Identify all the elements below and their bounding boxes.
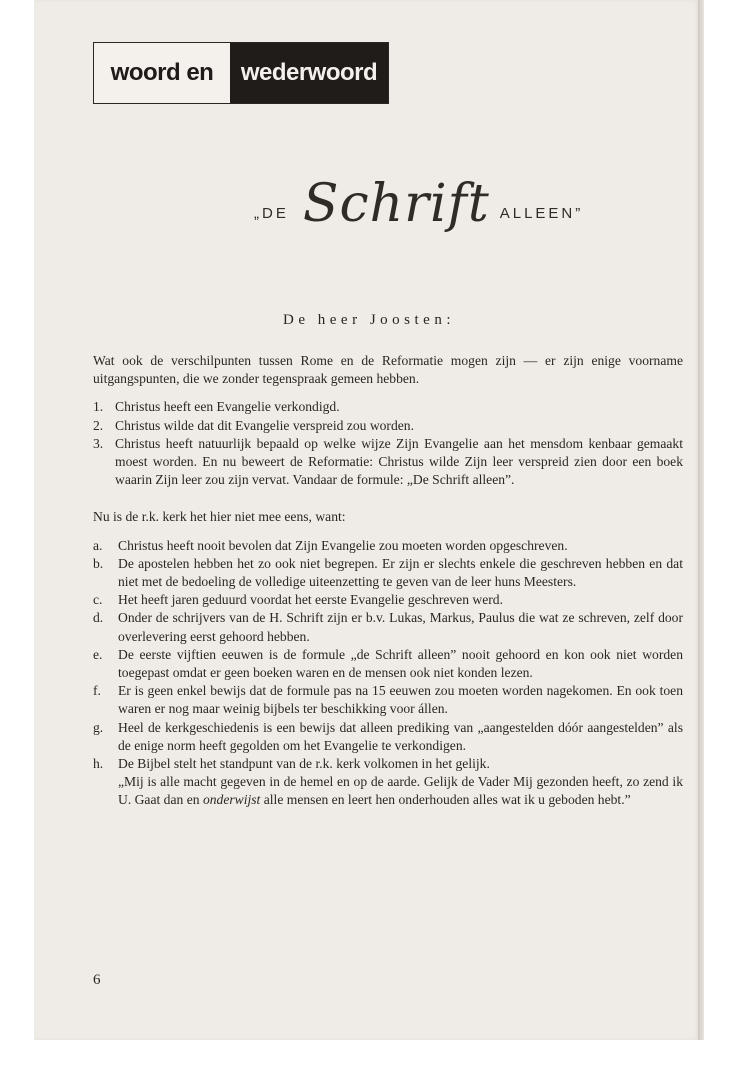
list-item — [93, 682, 683, 718]
bible-quote: „Mij is alle macht gegeven in de hemel en op de aarde. Gelijk de Vader Mij gezonden heeft, zo zend ik U. Gaat dan en — [118, 774, 683, 808]
list-item — [93, 591, 683, 609]
list-item — [93, 398, 683, 416]
item-text-line: De Bijbel stelt het standpunt van de r.k. kerk volkomen in het gelijk. — [118, 756, 490, 772]
item-letter: e. — [93, 646, 103, 662]
item-text: Christus heeft natuurlijk bepaald op welke wijze Zijn Evangelie aan het mensdom kenbaar gemaakt moest worden. En nu beweert de Reformatie: Christus wilde Zijn leer verspreid zien door een boek waarin Zijn leer zou zijn vervat. Vandaar de formule: „De Schrift alleen”. — [115, 435, 683, 488]
item-text: Onder de schrijvers van de H. Schrift zijn er b.v. Lukas, Markus, Paulus die wat ze schreven, zelf door overlevering eerst gehoord hebben. — [118, 610, 683, 644]
masthead — [93, 42, 389, 104]
item-letter: d. — [93, 610, 104, 626]
list-item — [93, 417, 683, 435]
item-text: De apostelen hebben het zo ook niet begrepen. Er zijn er slechts enkele die geschreven hebben en dat niet met de bedoeling de volledige uiteenzetting te geven van de leer huns Meesters. — [118, 555, 683, 590]
item-letter: f. — [93, 683, 101, 699]
article-title — [254, 166, 584, 236]
list-item — [93, 755, 683, 810]
page-edge — [698, 0, 704, 1068]
lead-paragraph: Nu is de r.k. kerk het hier niet mee eens, want: — [93, 509, 346, 525]
item-letter: a. — [93, 537, 103, 553]
item-number: 3. — [93, 435, 104, 451]
masthead-left: woord en — [94, 43, 230, 103]
list-item — [93, 435, 683, 490]
title-suffix: ALLEEN” — [499, 205, 584, 222]
item-text: Er is geen enkel bewijs dat de formule pas na 15 eeuwen zou moeten worden nagekomen. En ook toen waren er nog maar weinig bijbels ter beschikking voor állen. — [118, 683, 683, 717]
list-item — [93, 609, 683, 645]
item-letter: b. — [93, 555, 104, 571]
list-item — [93, 646, 683, 682]
item-text — [118, 755, 683, 810]
list-item — [93, 719, 683, 755]
item-number: 2. — [93, 417, 104, 433]
title-script: Schrift — [302, 174, 490, 234]
item-text: De eerste vijftien eeuwen is de formule „de Schrift alleen” nooit gehoord en kon ook niet worden toegepast omdat er geen boeken waren en de mensen ook niet konden lezen. — [118, 646, 683, 681]
article-body — [93, 352, 683, 810]
item-text: Christus wilde dat dit Evangelie verspreid zou worden. — [115, 417, 414, 433]
list-item — [93, 555, 683, 591]
numbered-list — [93, 398, 683, 489]
page-number: 6 — [93, 972, 101, 988]
list-item — [93, 537, 683, 555]
item-text: Heel de kerkgeschiedenis is een bewijs dat alleen prediking van „aangestelden dóór aangestelden” als de enige norm heeft gegolden om het Evangelie te verkondigen. — [118, 719, 683, 753]
item-number: 1. — [93, 399, 104, 415]
item-letter: c. — [93, 592, 103, 608]
item-letter: g. — [93, 719, 104, 735]
item-text: Christus heeft nooit bevolen dat Zijn Evangelie zou moeten worden opgeschreven. — [118, 537, 568, 553]
lettered-list — [93, 537, 683, 810]
bible-quote-emphasis: onderwijst — [202, 792, 261, 808]
item-text: Het heeft jaren geduurd voordat het eerste Evangelie geschreven werd. — [118, 592, 503, 608]
page-margin — [34, 1040, 704, 1068]
speaker-heading: De heer Joosten: — [283, 312, 455, 328]
intro-paragraph: Wat ook de verschilpunten tussen Rome en de Reformatie mogen zijn — er zijn enige voorname uitgangspunten, die we zonder tegenspraak gemeen hebben. — [93, 353, 683, 387]
bible-quote-end: alle mensen en leert hen onderhouden alles wat ik u geboden hebt.” — [260, 792, 631, 808]
item-letter: h. — [93, 756, 104, 772]
masthead-right: wederwoord — [230, 43, 388, 103]
item-text: Christus heeft een Evangelie verkondigd. — [115, 399, 340, 415]
title-prefix: „DE — [254, 205, 289, 222]
